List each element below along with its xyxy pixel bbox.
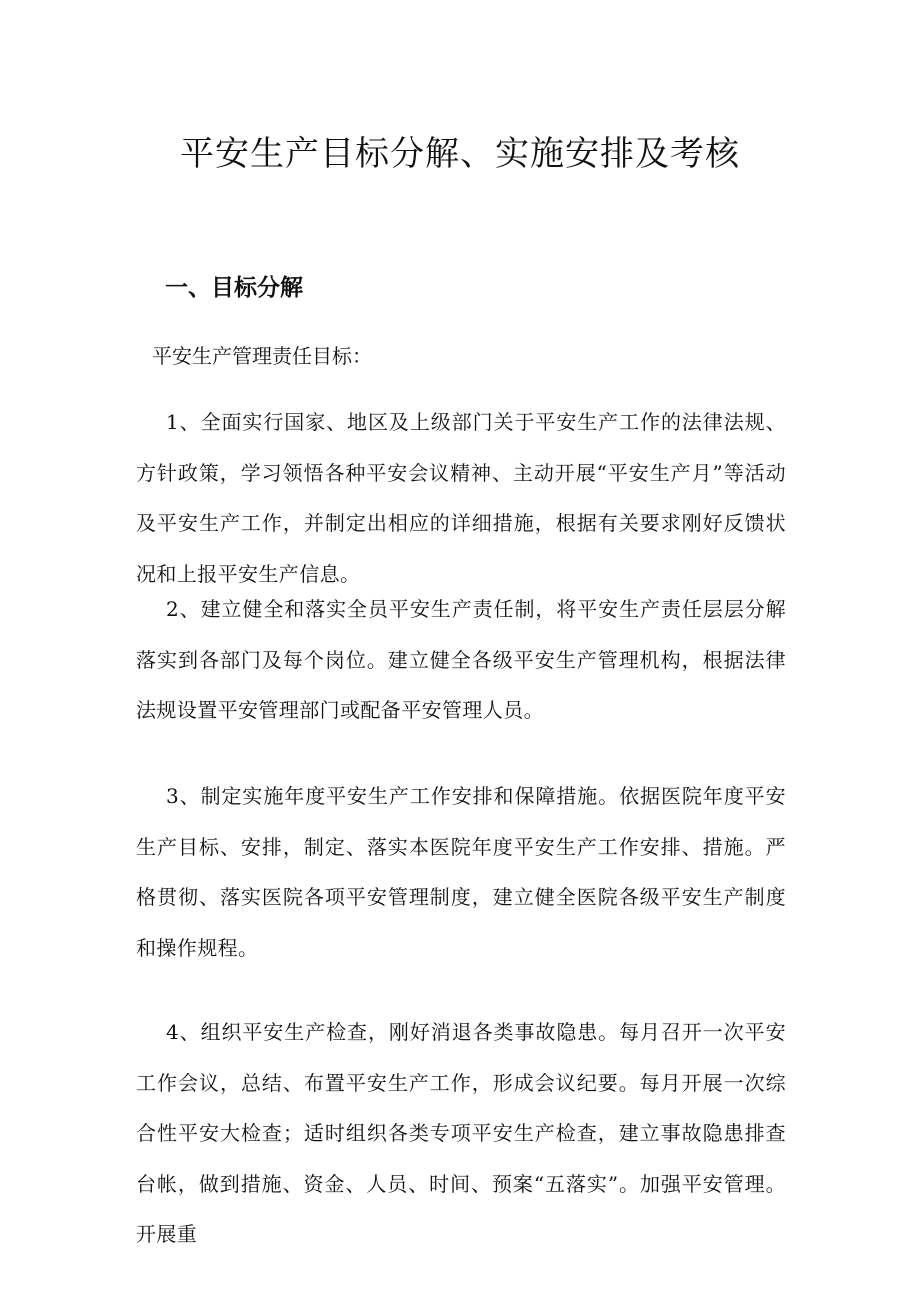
paragraph-4: 4、组织平安生产检查，刚好消退各类事故隐患。每月召开一次平安工作会议，总结、布置平安生产工作，形成会议纪要。每月开展一次综合性平安大检查；适时组织各类专项平安生产检查，建立事故隐患排查台帐，做到措施、资金、人员、时间、预案“五落实”。加强平安管理。开展重: [136, 1020, 786, 1246]
paragraph-3: 3、制定实施年度平安生产工作安排和保障措施。依据医院年度平安生产目标、安排，制定、落实本医院年度平安生产工作安排、措施。严格贯彻、落实医院各项平安管理制度，建立健全医院各级平安生产制度和操作规程。: [136, 784, 786, 960]
section-heading: 一、目标分解: [165, 275, 303, 301]
document-title: 平安生产目标分解、实施安排及考核: [180, 134, 740, 174]
paragraph-1: 1、全面实行国家、地区及上级部门关于平安生产工作的法律法规、方针政策，学习领悟各种平安会议精神、主动开展“平安生产月”等活动及平安生产工作，并制定出相应的详细措施，根据有关要求刚好反馈状况和上报平安生产信息。: [136, 410, 786, 586]
paragraph-2: 2、建立健全和落实全员平安生产责任制，将平安生产责任层层分解落实到各部门及每个岗位。建立健全各级平安生产管理机构，根据法律法规设置平安管理部门或配备平安管理人员。: [136, 597, 786, 722]
intro-text: 平安生产管理责任目标：: [152, 344, 372, 368]
